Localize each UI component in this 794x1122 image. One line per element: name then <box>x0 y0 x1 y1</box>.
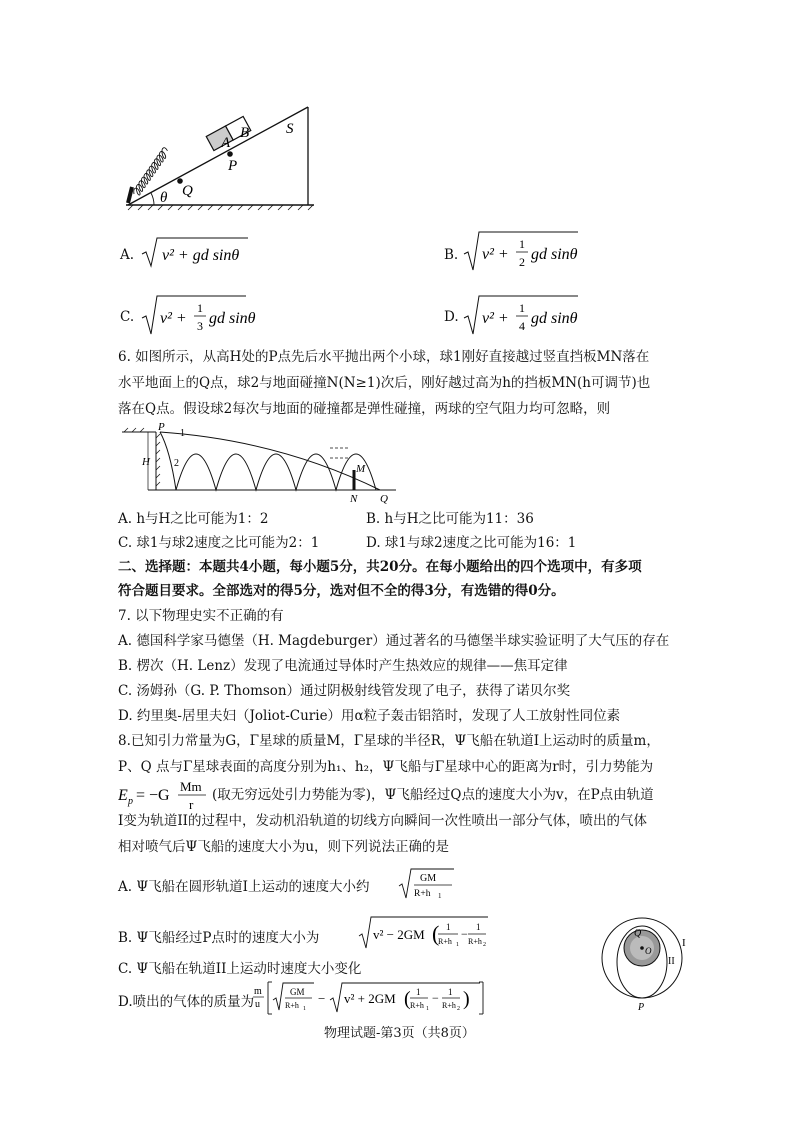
svg-text:2: 2 <box>457 1006 460 1012</box>
svg-text:gd sinθ: gd sinθ <box>209 310 256 327</box>
label-theta: θ <box>160 190 168 206</box>
svg-text:Mm: Mm <box>180 779 202 794</box>
q5-option-C <box>120 307 134 327</box>
q6-option-C: C. 球1与球2速度之比可能为2：1 <box>118 535 320 551</box>
q6-option-B: B. h与H之比可能为11：36 <box>366 511 534 527</box>
svg-text:R+h: R+h <box>438 937 452 946</box>
q7-option-B: B. 楞次（H. Lenz）发现了电流通过导体时产生热效应的规律——焦耳定律 <box>118 658 568 674</box>
svg-text:u: u <box>255 999 260 1010</box>
svg-text:R+h: R+h <box>468 937 482 946</box>
q6-option-D: D. 球1与球2速度之比可能为16：1 <box>366 535 577 551</box>
fig6-label-2: 2 <box>174 458 179 469</box>
svg-text:R+h: R+h <box>442 1001 456 1010</box>
svg-text:v² +: v² + <box>482 310 509 327</box>
q8-stem-line2: P、Q 点与Γ星球表面的高度分别为h₁、h₂，Ψ飞船与Γ星球中心的距离为r时，引力势能为 <box>118 759 654 775</box>
q5-option-C-formula <box>140 290 260 342</box>
q5-option-A <box>120 245 134 265</box>
q5-option-D <box>444 307 459 327</box>
svg-text:R+h: R+h <box>414 889 431 899</box>
svg-text:r: r <box>189 797 194 812</box>
incline-spring-figure <box>118 95 338 215</box>
svg-text:(: ( <box>404 988 411 1010</box>
svg-text:): ) <box>463 988 470 1010</box>
svg-text:gd sinθ: gd sinθ <box>531 310 578 327</box>
svg-text:(: ( <box>432 921 440 946</box>
label-Q: Q <box>182 183 193 199</box>
q5-option-B-formula <box>462 226 582 278</box>
svg-text:−: − <box>432 991 439 1005</box>
q5-option-D-letter: D. <box>444 309 459 325</box>
svg-text:1: 1 <box>197 301 203 315</box>
page-footer: 物理试题-第3页（共8页） <box>324 1026 475 1041</box>
svg-text:R+h: R+h <box>410 1001 424 1010</box>
q8-option-D: D.喷出的气体的质量为 <box>118 994 255 1010</box>
fig6-label-M: M <box>356 463 366 475</box>
q6-option-A: A. h与H之比可能为1：2 <box>118 511 269 527</box>
svg-text:1: 1 <box>426 1006 429 1012</box>
svg-text:v² + gd sinθ: v² + gd sinθ <box>162 247 240 264</box>
svg-text:1: 1 <box>448 987 453 997</box>
q8-option-A-formula <box>398 866 458 902</box>
svg-text:E: E <box>118 787 128 804</box>
svg-text:gd sinθ: gd sinθ <box>531 246 578 263</box>
svg-text:= −G: = −G <box>136 787 170 804</box>
potential-energy-formula <box>118 778 212 812</box>
q8-option-A: A. Ψ飞船在圆形轨道I上运动的速度大小约 <box>118 879 370 895</box>
svg-text:1: 1 <box>438 892 442 900</box>
q7-option-C: C. 汤姆孙（G. P. Thomson）通过阴极射线管发现了电子，获得了诺贝尔奖 <box>118 683 571 699</box>
q8-option-D-formula <box>252 978 488 1018</box>
q5-option-A-formula <box>140 232 250 272</box>
section2-heading-line2: 符合题目要求。全部选对的得5分，选对但不全的得3分，有选错的得0分。 <box>118 583 565 599</box>
q8-stem-line1: 8.已知引力常量为G，Γ星球的质量M，Γ星球的半径R，Ψ飞船在轨道I上运动时的质量m， <box>118 733 660 749</box>
q5-option-B-letter: B. <box>444 247 459 263</box>
label-B: B <box>240 125 250 141</box>
svg-text:2: 2 <box>519 255 525 269</box>
fig6-label-1: 1 <box>180 428 185 439</box>
svg-text:v² +: v² + <box>160 310 187 327</box>
q8-option-C: C. Ψ飞船在轨道II上运动时速度大小变化 <box>118 961 362 977</box>
svg-text:GM: GM <box>420 873 437 884</box>
q8-option-B-formula <box>358 914 492 952</box>
svg-text:1: 1 <box>476 922 481 932</box>
label-P: P <box>228 158 238 174</box>
fig6-label-N: N <box>350 493 358 504</box>
q8-option-B: B. Ψ飞船经过P点时的速度大小为 <box>118 930 320 946</box>
q8-stem-line3: (取无穷远处引力势能为零)，Ψ飞船经过Q点的速度大小为v，在P点由轨道 <box>212 787 654 803</box>
orbit-figure <box>598 906 694 1014</box>
orbit-label-O: O <box>645 946 652 956</box>
orbit-label-II: II <box>668 956 675 967</box>
svg-text:3: 3 <box>197 319 203 333</box>
svg-text:v² − 2GM: v² − 2GM <box>373 927 425 942</box>
orbit-label-Q: Q <box>634 928 642 939</box>
fig6-label-P: P <box>158 421 165 433</box>
q7-option-D: D. 约里奥-居里夫妇（Joliot-Curie）用α粒子轰击铝箔时，发现了人工放射性同位素 <box>118 708 621 724</box>
q6-stem-line3: 落在Q点。假设球2每次与地面的碰撞都是弹性碰撞，两球的空气阻力均可忽略，则 <box>118 401 611 417</box>
svg-text:−: − <box>461 927 468 941</box>
svg-text:1: 1 <box>519 237 525 251</box>
q5-option-B <box>444 245 458 265</box>
svg-text:v² +: v² + <box>482 246 509 263</box>
svg-text:4: 4 <box>519 319 525 333</box>
svg-text:2: 2 <box>483 942 486 948</box>
fig6-label-Q: Q <box>380 493 388 504</box>
q5-option-D-formula <box>462 290 582 342</box>
q7-stem: 7. 以下物理史实不正确的有 <box>118 608 284 624</box>
q6-stem-line1: 6. 如图所示，从高H处的P点先后水平抛出两个小球，球1刚好直接越过竖直挡板MN落在 <box>118 349 650 365</box>
q7-option-A: A. 德国科学家马德堡（H. Magdeburger）通过著名的马德堡半球实验证明了大气压的存在 <box>118 633 670 649</box>
svg-text:GM: GM <box>290 987 305 997</box>
q8-stem-line5: 相对喷气后Ψ飞船的速度大小为u，则下列说法正确的是 <box>118 839 450 855</box>
projectile-bounce-figure <box>118 420 410 504</box>
svg-text:1: 1 <box>416 987 421 997</box>
q5-option-A-letter: A. <box>120 247 135 263</box>
orbit-label-P: P <box>638 1002 645 1013</box>
section2-heading-line1: 二、选择题：本题共4小题，每小题5分，共20分。在每小题给出的四个选项中，有多项 <box>118 559 642 575</box>
svg-text:1: 1 <box>456 942 459 948</box>
svg-text:v² + 2GM: v² + 2GM <box>344 991 396 1006</box>
svg-text:m: m <box>254 986 262 997</box>
svg-text:1: 1 <box>303 1006 306 1012</box>
label-S: S <box>286 121 294 137</box>
q6-stem-line2: 水平地面上的Q点，球2与地面碰撞N(N≥1)次后，刚好越过高为h的挡板MN(h可调节)也 <box>118 375 651 391</box>
orbit-label-I: I <box>682 937 686 949</box>
svg-text:1: 1 <box>519 301 525 315</box>
svg-text:R+h: R+h <box>285 1001 299 1010</box>
potential-energy-formula-svg <box>118 778 212 812</box>
svg-text:−: − <box>318 991 326 1006</box>
q5-option-C-letter: C. <box>120 309 135 325</box>
fig6-label-H: H <box>142 456 150 468</box>
label-A: A <box>221 135 231 151</box>
q8-stem-line4: I变为轨道II的过程中，发动机沿轨道的切线方向瞬间一次性喷出一部分气体，喷出的气体 <box>118 813 647 829</box>
svg-text:p: p <box>128 796 133 807</box>
svg-text:1: 1 <box>446 922 451 932</box>
